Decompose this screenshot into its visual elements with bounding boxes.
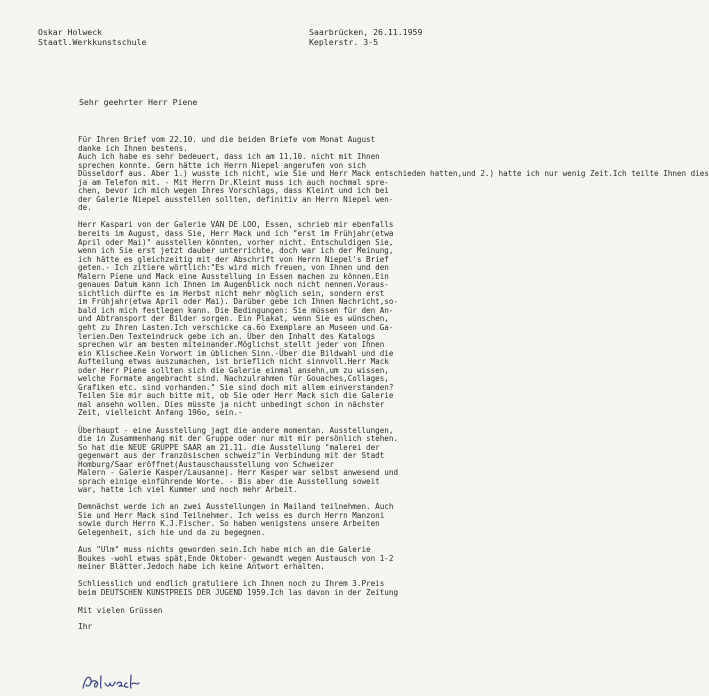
text-line: Überhaupt - eine Ausstellung jagt die andere momentan. Ausstellungen,: [78, 425, 394, 435]
text-line: oder Herr Piene sollten sich die Galerie einmal ansehn,um zu wissen,: [78, 365, 389, 375]
place-date: Saarbrücken, 26.11.1959: [309, 27, 423, 37]
text-line: meiner Blätter.Jedoch habe ich keine Antwort erhalten.: [78, 562, 325, 572]
closing-greeting: Mit vielen Grüssen: [78, 605, 163, 615]
text-line: beim DEUTSCHEN KUNSTPREIS DER JUGEND 1959.Ich las davon in der Zeitung: [78, 587, 399, 597]
text-line: Zeit, vielleicht Anfang 196o, sein.-: [78, 408, 243, 418]
closing-block: [78, 606, 496, 632]
sender-name: Oskar Holweck: [38, 27, 103, 37]
text-line: Malern - Galerie Kasper/Lausanne). Herr Kasper war selbst anwesend und: [78, 468, 399, 478]
text-line: Herr Kaspari von der Galerie VAN DE LOO, Essen, schrieb mir ebenfalls: [78, 220, 394, 230]
text-line: sprechen wir am besten miteinander.Möglichst stellt jeder von Ihnen: [78, 340, 385, 350]
text-line: die in Zusammenhang mit der Gruppe oder nur mit mir persönlich stehen.: [78, 434, 399, 444]
text-line: So hat die NEUE GRUPPE SAAR am 21.11. die Ausstellung "malerei der: [78, 442, 380, 452]
text-line: welche Formate angebracht sind. Nachzulrahmen für Gouaches,Collages,: [78, 374, 389, 384]
text-line: ein Klischee.Kein Vorwort im üblichen Sinn.-Über die Bildwahl und die: [78, 348, 394, 358]
text-line: Für Ihren Brief vom 22.10. und die beiden Briefe vom Monat August: [78, 135, 376, 144]
letter-paragraph: [78, 503, 496, 537]
text-line: geten.- Ich zitiere wörtlich:"Es wird mich freuen, von Ihnen und den: [78, 263, 389, 273]
text-line: Sie und Herr Mack sind Teilnehmer. Ich weiss es durch Herrn Manzoni: [78, 510, 385, 520]
text-line: gegenwart aus der französischen schweiz"in Verbindung mit der Stadt: [78, 451, 385, 461]
text-line: lerien.Den Texteindruck gebe ich an. Über den Inhalt des Katalogs: [78, 331, 376, 341]
text-line: geht zu Ihren Lasten.Ich verschicke ca.6o Exemplare an Museen und Ga-: [78, 322, 394, 332]
letter-paragraph: [78, 580, 496, 597]
handwritten-signature: [79, 670, 169, 692]
text-line: bereits im August, dass Sie, Herr Mack und ich "erst im Frühjahr(etwa: [78, 228, 394, 238]
letter-body: [78, 135, 709, 632]
text-line: Gelegenheit, sich hie und da zu begegnen.: [78, 528, 266, 538]
sender-organization: Staatl.Werkkunstschule: [38, 37, 147, 47]
street-address: Keplerstr. 3-5: [309, 37, 379, 47]
text-line: April oder Mai)" ausstellen könnten, vorher nicht. Entschuldigen Sie,: [78, 237, 394, 247]
letter-paragraph: [78, 427, 496, 495]
text-line: Homburg/Saar eröffnet(Austauschausstellung von Schweizer: [78, 459, 335, 469]
text-line: Teilen Sie mir auch bitte mit, ob Sie oder Herr Mack sich die Galerie: [78, 391, 394, 401]
date-block: [309, 27, 422, 47]
text-line: genaues Datum kann ich Ihnen im Augenblick noch nicht nennen.Voraus-: [78, 280, 389, 290]
text-line: bald ich mich festlegen kann. Die Bedingungen: Sie müssen für den An-: [78, 305, 394, 315]
salutation: Sehr geehrter Herr Piene: [79, 97, 198, 107]
text-line: sprach einige einführende Worte. - Bis aber die Ausstellung soweit: [78, 476, 380, 486]
text-line: ich hätte es gleichzeitig mit der Abschrift von Herrn Niepel's Brief: [78, 254, 389, 264]
text-line: danke ich Ihnen bestens.: [78, 143, 188, 153]
text-line: sichtlich dürfte es im Herbst nicht mehr möglich sein, sondern erst: [78, 288, 385, 298]
sender-block: [38, 27, 146, 47]
text-line: Aus "Ulm" muss nichts geworden sein.Ich habe mich an die Galerie: [78, 545, 371, 555]
letter-paragraph: [78, 546, 496, 572]
text-line: Malern Piene und Mack eine Ausstellung in Essen machen zu können.Ein: [78, 271, 389, 281]
text-line: sprechen konnte. Gern hätte ich Herrn Niepel angerufen von sich: [78, 160, 367, 170]
letter-paragraph: [78, 135, 709, 213]
text-line: war, hatte ich viel Kummer und noch mehr Arbeit.: [78, 485, 298, 495]
text-line: mal ansehn wollen. Dies müsste ja nicht unbedingt schon in nächster: [78, 399, 385, 409]
letter-paragraph: [78, 221, 496, 418]
text-line: de.: [78, 203, 92, 213]
text-line: chen, bevor ich mich wegen Ihres Vorschlags, dass Kleint und ich bei: [78, 186, 389, 196]
text-line: wenn ich Sie erst jetzt dauber unterrichte, doch war ich der Meinung,: [78, 246, 394, 256]
text-line: Boukes -wohl etwas spät,Ende Oktober- gewandt wegen Austausch von 1-2: [78, 553, 394, 563]
text-line: Grafiken etc. sind vorhanden." Sie sind doch mit allem einverstanden?: [78, 382, 394, 392]
text-line: Düsseldorf aus. Aber 1.) wusste ich nicht, wie Sie und Herr Mack entschieden hatten,und 2.) hatte ich nur wenig Zeit.Ich teilte Ihnen dies: [78, 169, 709, 179]
text-line: im Frühjahr(etwa April oder Mai). Darüber gebe ich Ihnen Nachricht,so-: [78, 297, 399, 307]
text-line: ja am Telefon mit. - Mit Herrn Dr.Kleint muss ich auch nochmal spre-: [78, 177, 389, 187]
text-line: Aufteilung etwas auszumachen, ist brieflich nicht sinnvoll.Herr Mack: [78, 357, 389, 367]
text-line: Demnächst werde ich an zwei Ausstellungen in Mailand teilnehmen. Auch: [78, 502, 394, 512]
text-line: Schliesslich und endlich gratuliere ich Ihnen noch zu Ihrem 3.Preis: [78, 579, 385, 589]
signature-graphic: [79, 670, 169, 692]
text-line: Auch ich habe es sehr bedeuert, dass ich am 11.10. nicht mit Ihnen: [78, 152, 380, 162]
text-line: und Abtransport der Bilder sorgen. Ein Plakat, wenn Sie es wünschen,: [78, 314, 389, 324]
text-line: sowie durch Herrn K.J.Fischer. So haben wenigstens unsere Arbeiten: [78, 519, 380, 529]
closing-ihr: Ihr: [78, 621, 93, 631]
text-line: der Galerie Niepel ausstellen sollten, definitiv an Herrn Niepel wen-: [78, 194, 394, 204]
